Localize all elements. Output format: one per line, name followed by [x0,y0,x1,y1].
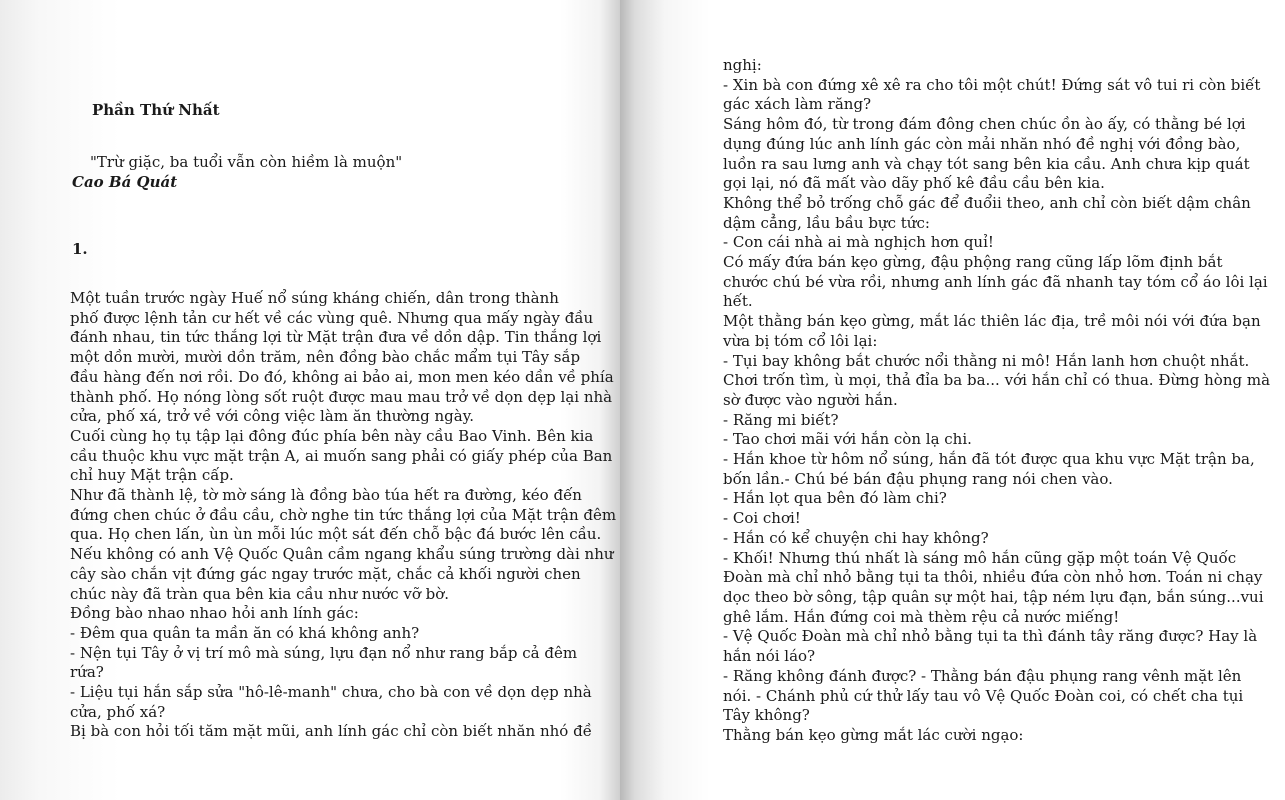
text-line: cửa, phố xá, trở về với công việc làm ăn thường ngày. [70,407,474,426]
text-line: vừa bị tóm cổ lôi lại: [723,331,878,350]
right-page-body [723,56,1271,746]
text-line: chỉ huy Mặt trận cấp. [70,466,234,485]
text-line: Có mấy đứa bán kẹo gừng, đậu phộng rang cũng lấp lõm định bắt [723,253,1223,272]
epigraph-author: Cao Bá Quát [72,173,178,191]
text-line: Tây không? [723,706,810,725]
section-number: 1. [72,240,88,258]
text-line: - Răng mi biết? [723,410,839,429]
text-line: dậm cẳng, lầu bầu bực tức: [723,213,930,232]
text-line: nghị: [723,56,762,74]
text-line: qua. Họ chen lấn, ùn ùn mỗi lúc một sát đến chỗ bậc đá bước lên cầu. [70,525,602,544]
text-line: - Răng không đánh được? - Thằng bán đậu phụng rang vênh mặt lên [723,666,1242,685]
text-line: cầu thuộc khu vực mặt trận A, ai muốn sang phải có giấy phép của Ban [70,446,613,465]
text-line: cây sào chắn vịt đứng gác ngay trước mặt, chắc cả khối người chen [70,564,581,583]
text-line: Như đã thành lệ, tờ mờ sáng là đồng bào túa hết ra đường, kéo đến [70,486,582,505]
text-line: chước chú bé vừa rồi, nhưng anh lính gác đã nhanh tay tóm cổ áo lôi lại [723,272,1268,291]
text-line: - Hắn lọt qua bên đó làm chi? [723,489,947,508]
text-line: - Đêm qua quân ta mần ăn có khá không anh? [70,623,420,642]
text-line: - Tụi bay không bắt chước nổi thằng ni mô! Hắn lanh hơn chuột nhắt. [723,351,1250,370]
text-line: đầu hàng đến nơi rồi. Do đó, không ai bảo ai, mon men kéo dần về phía [70,367,614,386]
text-line: Thằng bán kẹo gừng mắt lác cười ngạo: [723,725,1024,744]
text-line: Một thằng bán kẹo gừng, mắt lác thiên lác địa, trề môi nói với đứa bạn [723,312,1261,331]
text-line: hết. [723,292,753,311]
text-line: - Khối! Nhưng thú nhất là sáng mô hắn cũng gặp một toán Vệ Quốc [723,548,1237,567]
text-line: - Nện tụi Tây ở vị trí mô mà súng, lựu đạn nổ như rang bắp cả đêm [70,643,578,662]
text-line: phố được lệnh tản cư hết về các vùng quê. Nhưng qua mấy ngày đầu [70,308,594,327]
text-line: gọi lại, nó đã mất vào dãy phố kê đầu cầu bên kia. [723,174,1105,193]
text-line: - Liệu tụi hắn sắp sửa "hô-lê-manh" chưa, cho bà con về dọn dẹp nhà [70,683,592,702]
text-line: - Xin bà con đứng xê xê ra cho tôi một chút! Đứng sát vô tui ri còn biết [723,75,1261,94]
text-line: một dồn mười, mười dồn trăm, nên đồng bào chắc mẩm tụi Tây sắp [70,348,581,367]
text-line: Bị bà con hỏi tối tăm mặt mũi, anh lính gác chỉ còn biết nhăn nhó đề [70,722,592,741]
text-line: bốn lần.- Chú bé bán đậu phụng rang nói chen vào. [723,469,1113,488]
text-line: cửa, phố xá? [70,702,166,721]
text-line: Đoàn mà chỉ nhỏ bằng tụi ta thôi, nhiều đứa còn nhỏ hơn. Toán ni chạy [723,568,1263,587]
text-line: - Con cái nhà ai mà nghịch hơn quỉ! [723,233,994,252]
text-line: - Tao chơi mãi với hắn còn lạ chi. [723,430,972,449]
text-line: - Hắn khoe từ hôm nổ súng, hắn đã tót được qua khu vực Mặt trận ba, [723,450,1255,469]
text-line: chúc này đã tràn qua bên kia cầu như nước vỡ bờ. [70,584,450,603]
text-line: nói. - Chánh phủ cứ thử lấy tau vô Vệ Quốc Đoàn coi, có chết cha tụi [723,686,1244,705]
chapter-title: Phần Thứ Nhất [92,101,220,119]
text-line: dọc theo bờ sông, tập quân sự một hai, tập ném lựu đạn, bắn súng...vui [723,587,1264,606]
text-line: - Vệ Quốc Đoàn mà chỉ nhỏ bằng tụi ta thì đánh tây răng được? Hay là [723,627,1258,646]
text-line: hắn nói láo? [723,647,816,666]
left-page [0,0,620,800]
epigraph: "Trừ giặc, ba tuổi vẫn còn hiềm là muộn" [90,153,403,171]
text-line: Một tuần trước ngày Huế nổ súng kháng chiến, dân trong thành [70,289,559,307]
text-line: Đồng bào nhao nhao hỏi anh lính gác: [70,604,359,623]
text-line: luồn ra sau lưng anh và chạy tót sang bên kia cầu. Anh chưa kịp quát [723,154,1250,173]
text-line: ghê lắm. Hắn đứng coi mà thèm rệu cả nước miếng! [723,607,1120,626]
text-line: thành phố. Họ nóng lòng sốt ruột được mau mau trở về dọn dẹp lại nhà [70,387,613,406]
text-line: Cuối cùng họ tụ tập lại đông đúc phía bên này cầu Bao Vinh. Bên kia [70,426,594,445]
left-page-body [70,289,617,742]
text-line: - Hắn có kể chuyện chi hay không? [723,528,989,547]
text-line: Sáng hôm đó, từ trong đám đông chen chúc ồn ào ấy, có thằng bé lợi [723,115,1246,134]
text-line: đứng chen chúc ở đầu cầu, chờ nghe tin tức thắng lợi của Mặt trận đêm [70,505,617,524]
text-line: rứa? [70,663,104,682]
text-line: - Coi chơi! [723,509,801,528]
text-line: gác xách làm răng? [723,95,872,114]
text-line: Chơi trốn tìm, ù mọi, thả đỉa ba ba... với hắn chỉ có thua. Đừng hòng mà [723,371,1271,390]
text-line: dụng đúng lúc anh lính gác còn mải nhăn nhó đề nghị với đồng bào, [723,134,1241,153]
text-line: Nếu không có anh Vệ Quốc Quân cầm ngang khẩu súng trường dài như [70,545,614,564]
text-line: đánh nhau, tin tức thắng lợi từ Mặt trận đưa về dồn dập. Tin thắng lợi [70,328,602,347]
text-line: sờ được vào người hắn. [723,390,898,409]
text-line: Không thể bỏ trống chỗ gác để đuổii theo, anh chỉ còn biết dậm chân [723,193,1251,212]
